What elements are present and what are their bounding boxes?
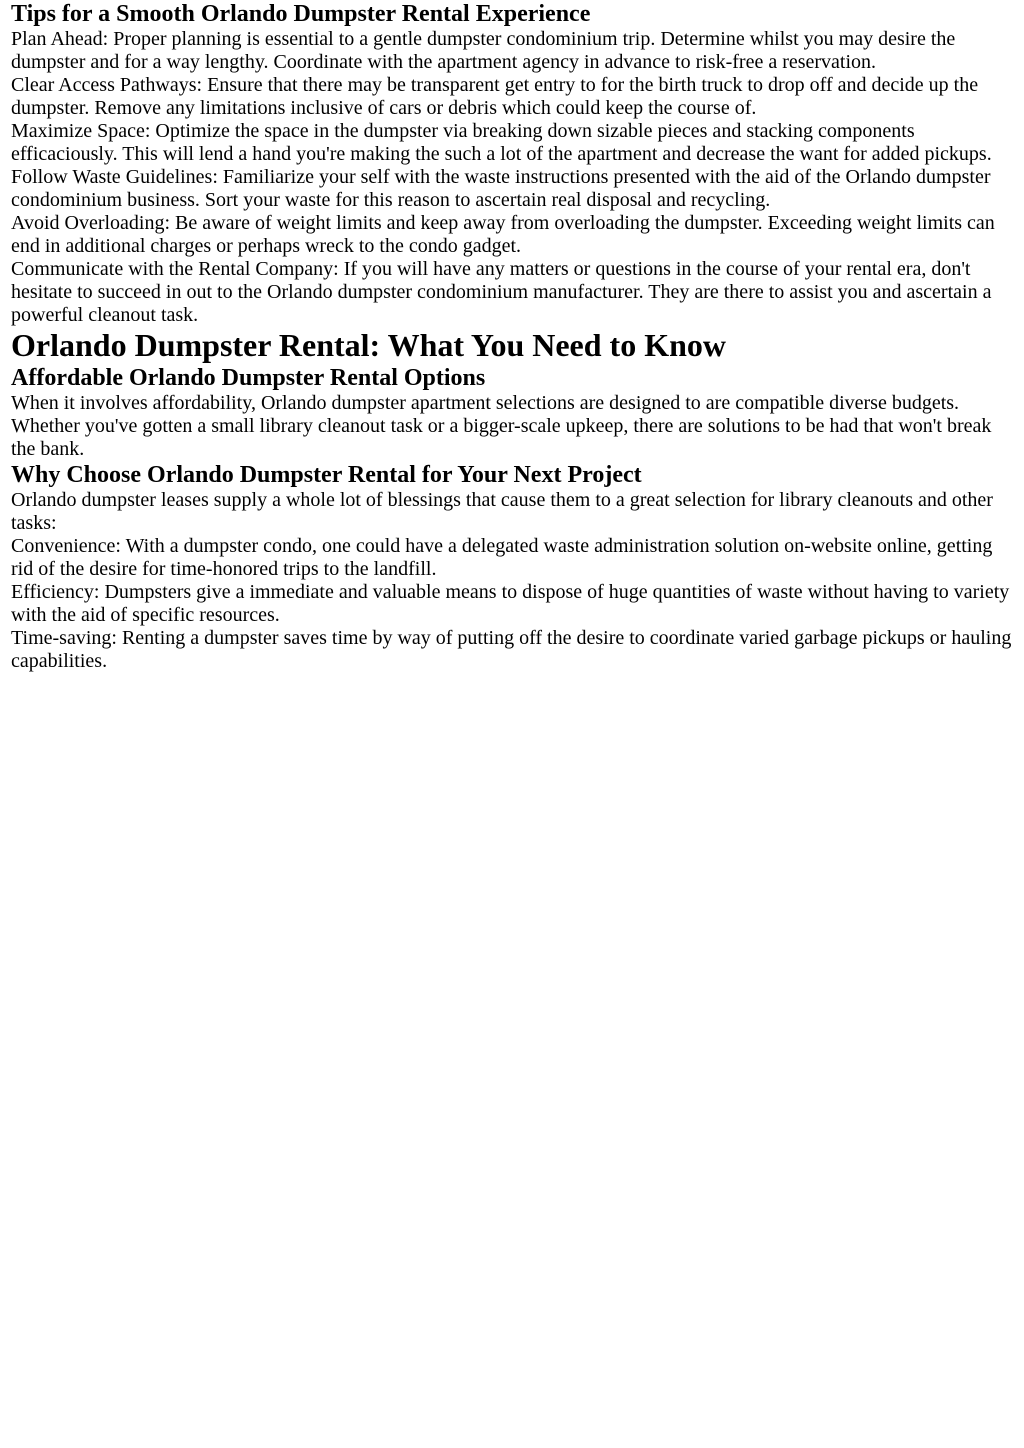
why-choose-heading: Why Choose Orlando Dumpster Rental for Your Next Project (11, 462, 642, 488)
tip-communicate: Communicate with the Rental Company: If you will have any matters or questions in the course of your rental era, don't hesitate to succeed in out to the Orlando dumpster condominium manufacturer. They are there to assist you and ascertain a powerful cleanout task. (11, 258, 992, 326)
tip-clear-access: Clear Access Pathways: Ensure that there may be transparent get entry to for the birth truck to drop off and decide up the dumpster. Remove any limitations inclusive of cars or debris which could keep the course of. (11, 74, 979, 119)
affordable-paragraph: When it involves affordability, Orlando dumpster apartment selections are designed to are compatible diverse budgets. Whether you've gotten a small library cleanout task or a bigger-scale upkeep, there are solutions to be had that won't break the bank. (11, 392, 992, 460)
main-heading: Orlando Dumpster Rental: What You Need to Know (11, 327, 726, 363)
tip-maximize-space: Maximize Space: Optimize the space in the dumpster via breaking down sizable pieces and stacking components efficaciously. This will lend a hand you're making the such a lot of the apartment and decrease the want for added pickups. (11, 120, 992, 165)
article (0, 0, 1024, 673)
benefit-time-saving: Time-saving: Renting a dumpster saves time by way of putting off the desire to coordinate varied garbage pickups or hauling capabilities. (11, 627, 1012, 672)
benefit-efficiency: Efficiency: Dumpsters give a immediate and valuable means to dispose of huge quantities of waste without having to variety with the aid of specific resources. (11, 581, 1010, 626)
tip-avoid-overloading: Avoid Overloading: Be aware of weight limits and keep away from overloading the dumpster. Exceeding weight limits can end in additional charges or perhaps wreck to the condo gadget. (11, 212, 995, 257)
tips-heading: Tips for a Smooth Orlando Dumpster Rental Experience (11, 1, 591, 27)
tip-plan-ahead: Plan Ahead: Proper planning is essential to a gentle dumpster condominium trip. Determine whilst you may desire the dumpster and for a way lengthy. Coordinate with the apartment agency in advance to risk-free a reservation. (11, 28, 956, 73)
affordable-heading: Affordable Orlando Dumpster Rental Options (11, 365, 486, 391)
tip-waste-guidelines: Follow Waste Guidelines: Familiarize your self with the waste instructions presented with the aid of the Orlando dumpster condominium business. Sort your waste for this reason to ascertain real disposal and recycling. (11, 166, 991, 211)
why-intro-paragraph: Orlando dumpster leases supply a whole lot of blessings that cause them to a great selection for library cleanouts and other tasks: (11, 489, 993, 534)
benefit-convenience: Convenience: With a dumpster condo, one could have a delegated waste administration solution on-website online, getting rid of the desire for time-honored trips to the landfill. (11, 535, 993, 580)
